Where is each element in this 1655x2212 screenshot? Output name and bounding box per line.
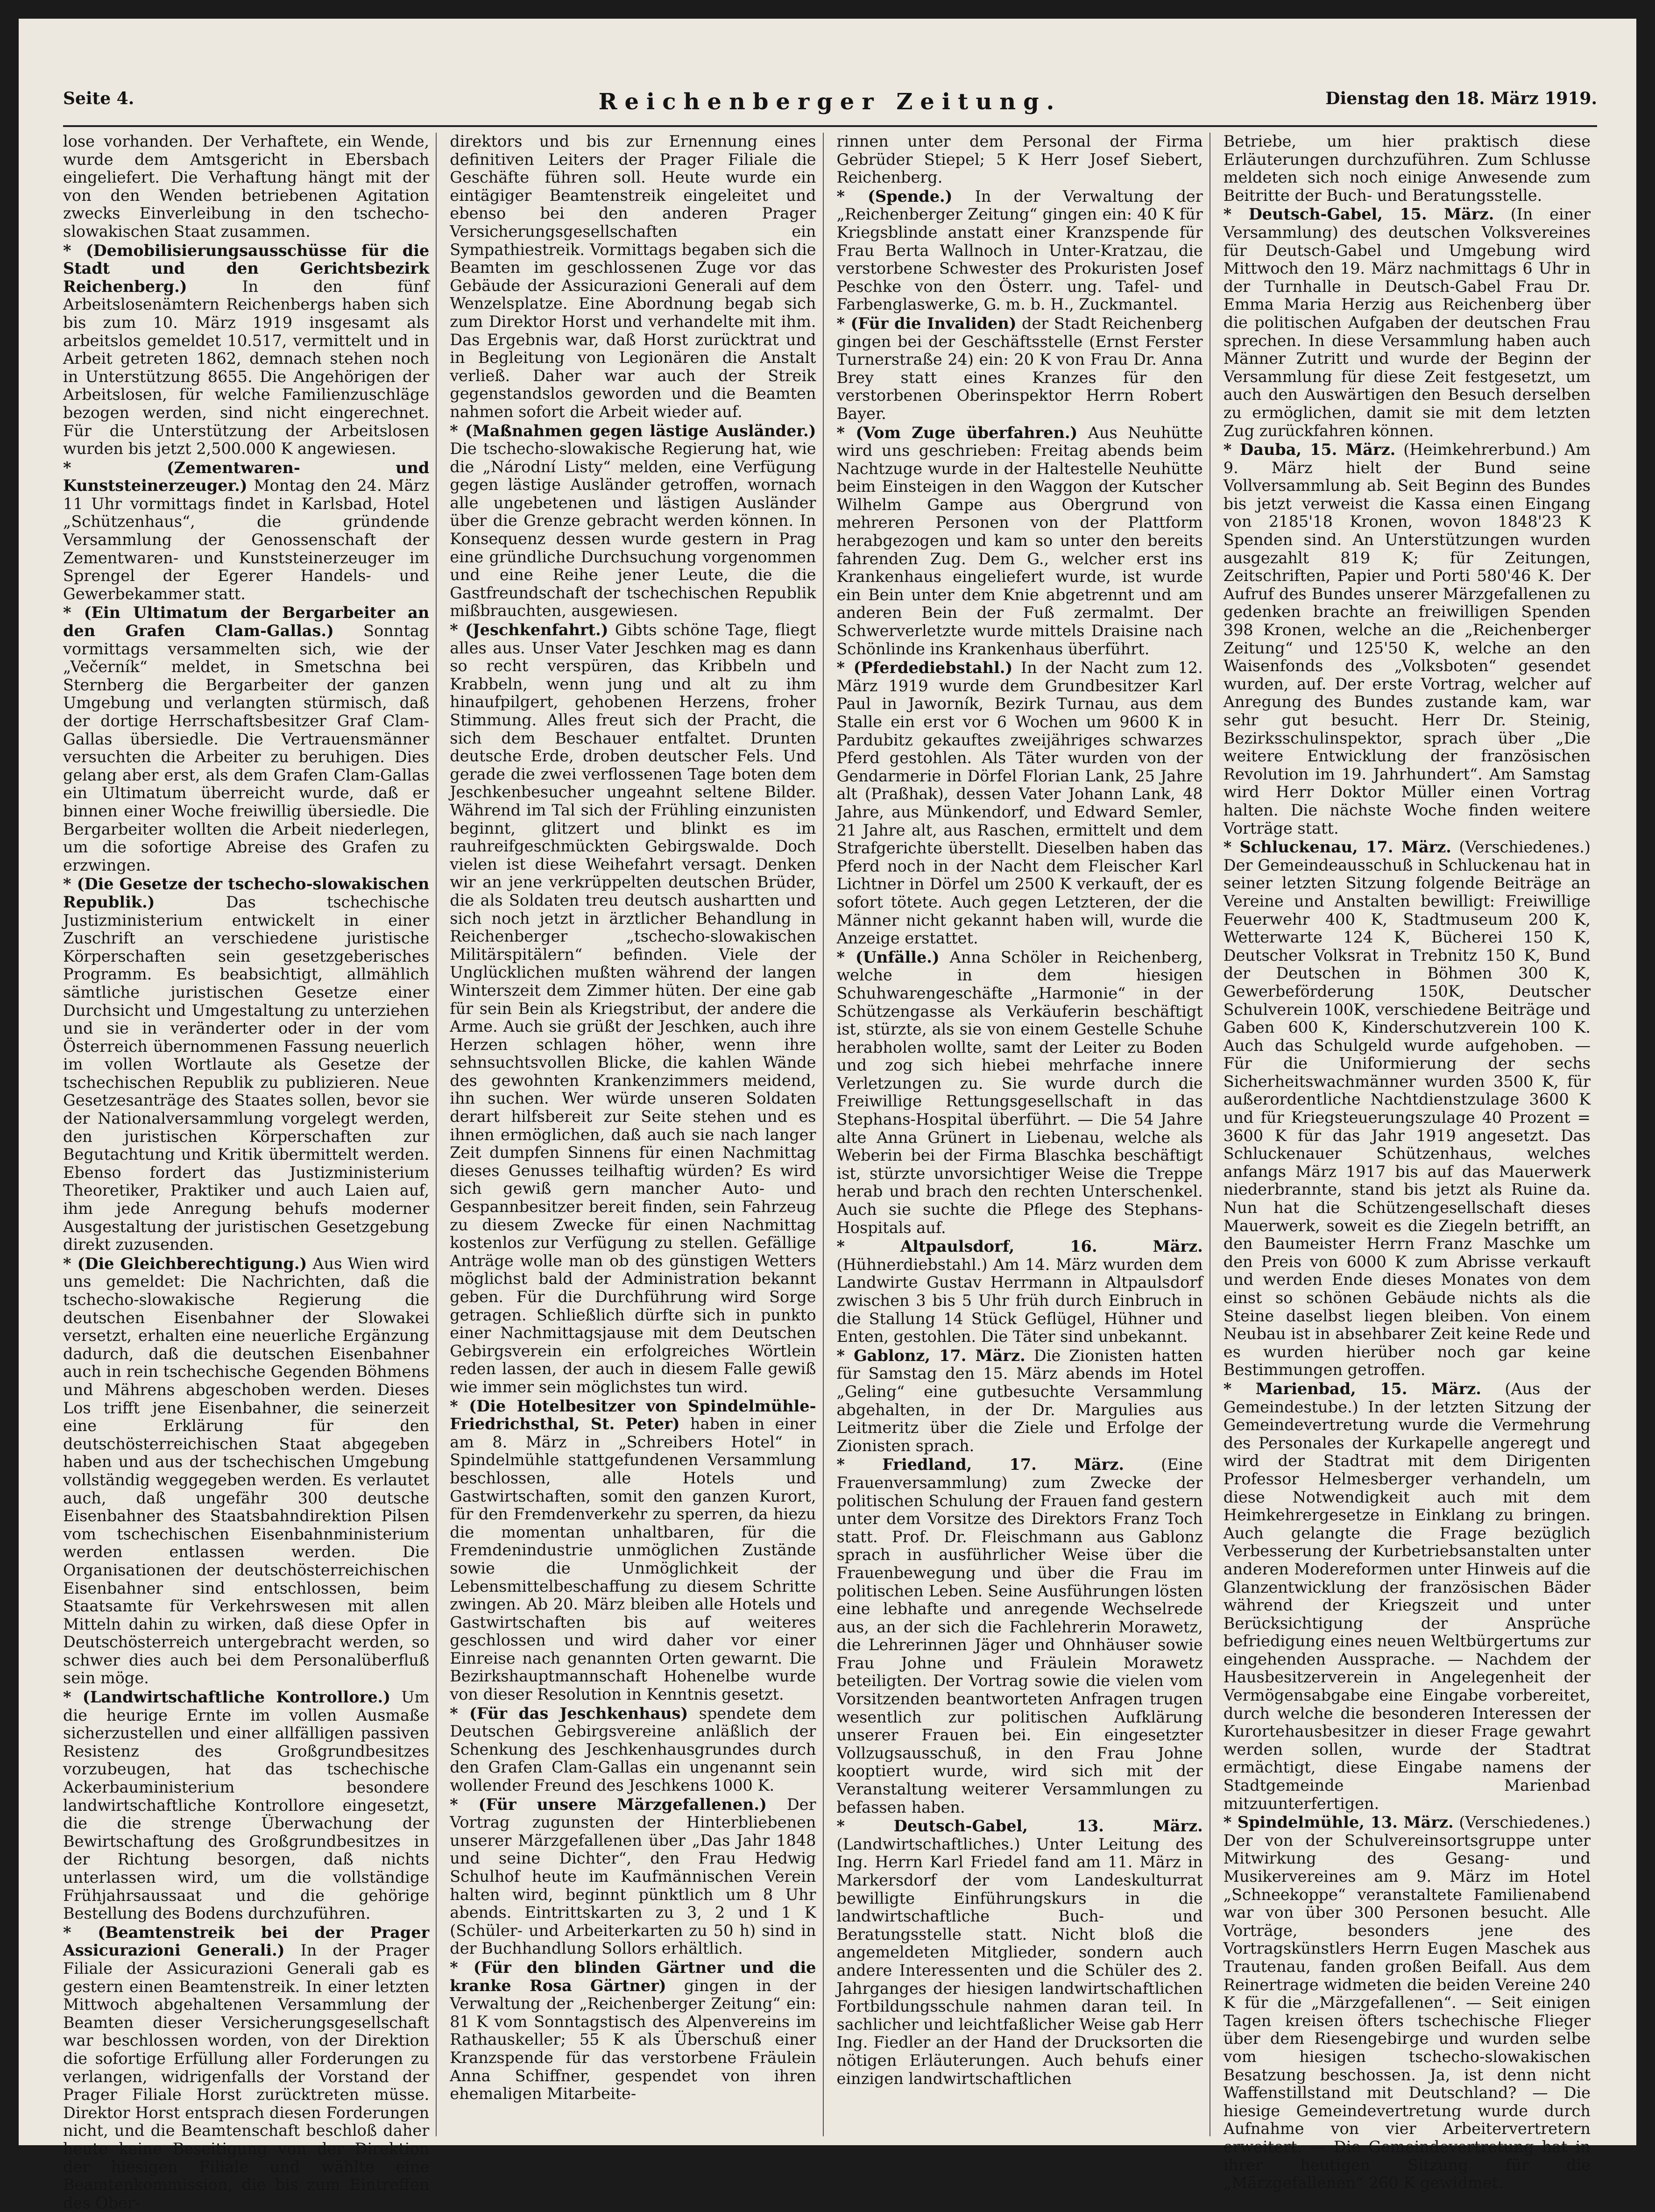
article	[63, 459, 429, 603]
article	[63, 1924, 429, 2212]
article-text: (In einer Versammlung) des deutschen Volksvereines für Deutsch-Gabel und Umgebung wird Mittwoch den 19. März nachmittags 6 Uhr in der Turnhalle in Deutsch-Gabel Frau Dr. Emma Maria Herzig aus Reichenberg über die politischen Aufgaben der deutschen Frau sprechen. In diese Versammlung haben auch Männer Zutritt und wurde der Beginn der Versammlung für diese Zeit festgesetzt, um auch den Auswärtigen den Besuch derselben zu ermöglichen, damit sie mit dem letzten Zug zurückfahren können.	[1223, 205, 1591, 440]
article	[837, 1456, 1203, 1816]
article	[1224, 1380, 1591, 1813]
article-text: Um die heurige Ernte im vollen Ausmaße sicherzustellen und einer allfälligen passiven Resistenz des Großgrundbesitzes vorzubeugen, hat das tschechische Ackerbauministerium besondere landwirtschaftliche Kontrollore eingesetzt, die die strenge Überwachung der Bewirtschaftung des Großgrundbesitzes in der Richtung besorgen, daß nichts unterlassen wird, um die vollständige Frühjahrsaussaat und die gehörige Bestellung des Bodens durchzuführen.	[63, 1688, 430, 1923]
article	[450, 621, 816, 1397]
article-text: (Verschiedenes.) Der von der Schulvereinsortsgruppe unter Mitwirkung des Gesang- und Musikervereines am 9. März im Hotel „Schneekoppe“ veranstaltete Familienabend war von über 300 Personen besucht. Alle Vorträge, besonders jene des Vortragskünstlers Herrn Eugen Maschek aus Trautenau, fanden großen Beifall. Aus dem Reinertrage widmeten die beiden Vereine 240 K für die „Märzgefallenen“. — Seit einigen Tagen kreisen öfters tschechische Flieger über dem Riesengebirge und wurden selbe vom hiesigen tschecho-slowakischen Besatzung beschossen. Ja, ist denn nicht Waffenstillstand mit Deutschland? — Die hiesige Gemeindevertretung wurde durch Aufnahme von vier Arbeitervertretern erweitert. — Die Gemeindevertretung hat in ihrer heutigen Sitzung für die „Märzgefallenen“ 260 K gewidmet.	[1223, 1813, 1591, 2192]
article	[450, 422, 816, 621]
article-text: Das tschechische Justizministerium entwickelt in einer Zuschrift an verschiedene juristische Körperschaften sein gesetzgeberisches Programm. Es beabsichtigt, allmählich sämtliche juristischen Gesetze einer Durchsicht und Umgestaltung zu unterziehen und sie in veränderter oder in der vom Österreich übernommenen Fassung neuerlich im vollen Wortlaute als Gesetze der tschechischen Republik zu publizieren. Neue Gesetzesanträge des Staates sollen, bevor sie der Nationalversammlung vorgelegt werden, den juristischen Körperschaften zur Begutachtung und Kritik übermittelt werden. Ebenso fordert das Justizministerium Theoretiker, Praktiker und auch Laien auf, ihm jede Anregung behufs moderner Ausgestaltung der juristischen Gesetzgebung direkt zuzusenden.	[63, 893, 430, 1254]
article-text: (Heimkehrerbund.) Am 9. März hielt der Bund seine Vollversammlung ab. Seit Beginn des Bundes bis jetzt verweist die Kassa einen Eingang von 2185'18 Kronen, wovon 1848'23 K Spenden sind. An Unterstützungen wurden ausgezahlt 819 K; für Zeitungen, Zeitschriften, Papier und Porti 580'46 K. Der Aufruf des Bundes unserer Märzgefallenen zu gedenken brachte an freiwilligen Spenden 398 Kronen, welche an die „Reichenberger Zeitung“ und 125'50 K, welche an den Waisenfonds des „Volksboten“ gesendet wurden, auf. Der erste Vortrag, welcher auf Anregung des Bundes zustande kam, war sehr gut besucht. Herr Dr. Steinig, Bezirksschulinspektor, sprach über „Die weitere Entwicklung der französischen Revolution im 19. Jahrhundert“. Am Samstag wird Herr Doktor Müller einen Vortrag halten. Die nächste Woche finden weitere Vorträge statt.	[1223, 440, 1591, 837]
article-text: direktors und bis zur Ernennung eines definitiven Leiters der Prager Filiale die Geschäfte führen soll. Heute wurde ein eintägiger Beamtenstreik eingeleitet und ebenso bei den anderen Prager Versicherungsgesellschaften ein Sympathiestreik. Vormittags begaben sich die Beamten im geschlossenen Zuge vor das Gebäude der Assicurazioni Generali auf dem Wenzelsplatze. Eine Abordnung begab sich zum Direktor Horst und verhandelte mit ihm. Das Ergebnis war, daß Horst zurücktrat und in Begleitung von Legionären die Anstalt verließ. Daher war auch der Streik gegenstandslos geworden und die Beamten nahmen sofort die Arbeit wieder auf.	[450, 132, 816, 421]
article-heading: * (Demobilisierungsausschüsse für die Stadt und den Gerichtsbezirk Reichenberg.)	[63, 241, 430, 296]
article	[1224, 838, 1591, 1379]
article-heading: * (Zementwaren- und Kunststeinerzeuger.)	[63, 458, 430, 495]
article-heading: * (Für den blinden Gärtner und die kranke Rosa Gärtner)	[450, 1958, 816, 1995]
article-text: spendete dem Deutschen Gebirgsvereine anläßlich der Schenkung des Jeschkenhausgrundes durch den Grafen Clam-Gallas ein ungenannt sein wollender Freund des Jeschkens 1000 K.	[450, 1704, 816, 1795]
article	[1224, 206, 1591, 440]
article-text: (Landwirtschaftliches.) Unter Leitung des Ing. Herrn Karl Friedel fand am 11. März in Markersdorf der vom Landeskulturrat bewilligte Einführungskurs in die landwirtschaftliche Buch- und Beratungsstelle statt. Nicht bloß die angemeldeten Mitglieder, sondern auch andere Interessenten und die Schüler des 2. Jahrganges der hiesigen landwirtschaftlichen Fortbildungsschule nahmen daran teil. In sachlicher und leichtfaßlicher Weise gab Herr Ing. Fiedler an der Hand der Drucksorten die nötigen Erläuterungen. Auch behufs einer einzigen landwirtschaftlichen	[836, 1835, 1203, 2088]
article	[1224, 1814, 1591, 2192]
article	[63, 1688, 429, 1923]
article-heading: * (Spende.)	[836, 187, 953, 206]
article	[837, 1238, 1203, 1346]
article-text: In den fünf Arbeitslosenämtern Reichenbergs haben sich bis zum 10. März 1919 insgesamt als arbeitslos gemeldet 10.517, vermittelt und in Arbeit getreten 1862, demnach stehen noch in Unterstützung 8655. Die Angehörigen der Arbeitslosen, für welche Familienzuschläge bezogen werden, sind nicht eingerechnet. Für die Unterstützung der Arbeitslosen wurden bis jetzt 2,500.000 K angewiesen.	[63, 277, 430, 458]
article	[63, 604, 429, 874]
article-text: In der Prager Filiale der Assicurazioni Generali gab es gestern einen Beamtenstreik. In einer letzten Mittwoch abgehaltenen Versammlung der Beamten dieser Versicherungsgesellschaft war beschlossen worden, von der Direktion die sofortige Erfüllung aller Forderungen zu verlangen, widrigenfalls der Vorstand der Prager Filiale Horst zurücktreten müsse. Direktor Horst entsprach diesen Forderungen nicht, und die Beamtenschaft beschloß daher heute keine Beseitigung von der Direktion der hiesigen Filiale und wählte eine Beamtenkommission, die bis zum Eintreffen des Ober-	[63, 1941, 430, 2212]
article-heading: * Deutsch-Gabel, 13. März.	[836, 1817, 1203, 1836]
article-text: der Stadt Reichenberg gingen bei der Geschäftsstelle (Ernst Ferster Turnerstraße 24) ein: 20 K von Frau Dr. Anna Brey statt eines Kranzes für den verstorbenen Oberinspektor Herrn Robert Bayer.	[836, 314, 1203, 423]
article	[1224, 441, 1591, 837]
article-heading: * (Vom Zuge überfahren.)	[836, 423, 1078, 442]
article	[63, 1255, 429, 1687]
article-heading: * Gablonz, 17. März.	[836, 1346, 1026, 1365]
article-text: Betriebe, um hier praktisch diese Erläuterungen durchzuführen. Zum Schlusse meldeten sich noch einige Anwesende zum Beitritte der Buch- und Beratungsstelle.	[1223, 132, 1591, 205]
article	[63, 133, 429, 241]
article	[450, 1959, 816, 2103]
article	[450, 133, 816, 421]
column-3	[837, 133, 1210, 2136]
article-text: Aus Wien wird uns gemeldet: Die Nachrichten, daß die tschecho-slowakische Regierung die deutschen Eisenbahner der Slowakei versetzt, erhalten eine neuerliche Ergänzung dadurch, daß die deutschen Eisenbahner auch in rein tschechische Gegenden Böhmens und Mährens abgeschoben werden. Dieses Los trifft jene Eisenbahner, die seinerzeit eine Erklärung für den deutschösterreichischen Staat abgegeben haben und aus der tschechischen Umgebung vollständig weggegeben werden. Es verlautet auch, daß ungefähr 300 deutsche Eisenbahner des Staatsbahndirektion Pilsen vom tschechischen Eisenbahnministerium werden entlassen werden. Die Organisationen der deutschösterreichischen Eisenbahner sind entschlossen, beim Staatsamte für Verkehrswesen mit allen Mitteln dahin zu wirken, daß diese Opfer in Deutschösterreich untergebracht werden, so schwer dies auch bei dem Personalüberfluß sein möge.	[63, 1254, 430, 1687]
masthead-rule	[63, 125, 1597, 127]
article-heading: * Dauba, 15. März.	[1223, 440, 1396, 459]
article-heading: * (Unfälle.)	[836, 948, 940, 966]
article-heading: * (Für das Jeschkenhaus)	[450, 1704, 688, 1723]
article-text: Aus Neuhütte wird uns geschrieben: Freitag abends beim Nachtzuge wurde in der Haltestelle Neuhütte beim Einsteigen in den Waggon der Kutscher Wilhelm Gampe aus Obergrund von mehreren Personen von der Plattform herabgezogen und kam so unter den bereits fahrenden Zug. Dem G., welcher erst ins Krankenhaus eingeliefert wurde, ist wurde ein Bein unter dem Knie abgetrennt und am anderen Bein der Fuß zermalmt. Der Schwerverletzte wurde mittels Draisine nach Schönlinde ins Krankenhaus überführt.	[836, 423, 1203, 658]
column-1	[63, 132, 437, 2212]
article	[1224, 133, 1591, 205]
article	[450, 1397, 816, 1704]
article-heading: * (Ein Ultimatum der Bergarbeiter an den Grafen Clam-Gallas.)	[63, 603, 430, 640]
article-heading: * (Beamtenstreik bei der Prager Assicurazioni Generali.)	[63, 1923, 430, 1960]
article	[837, 315, 1203, 423]
article	[63, 242, 429, 458]
article-heading: * (Die Gleichberechtigung.)	[63, 1254, 307, 1273]
article-text: Die tschecho-slowakische Regierung hat, wie die „Národní Listy“ melden, eine Verfügung gegen lästige Ausländer getroffen, wornach alle ungebetenen und lästigen Ausländer über die Grenze gebracht werden können. In Konsequenz dessen wurde gestern in Prag eine gründliche Durchsuchung vorgenommen und eine Reihe jener Leute, die die Gastfreundschaft der tschechischen Republik mißbrauchten, ausgewiesen.	[450, 440, 816, 620]
article-heading: * Altpaulsdorf, 16. März.	[836, 1237, 1203, 1256]
article-heading: * (Pferdediebstahl.)	[836, 659, 1013, 677]
article-text: haben in einer am 8. März in „Schreibers Hotel“ in Spindelmühle stattgefundenen Versammlung beschlossen, alle Hotels und Gastwirtschaften, somit den ganzen Kurort, für den Fremdenverkehr zu sperren, da hiezu die momentan unhaltbaren, für die Fremdenindustrie unmöglichen Zustände sowie die Unmöglichkeit der Lebensmittelbeschaffung zu diesem Schritte zwingen. Ab 20. März bleiben alle Hotels und Gastwirtschaften bis auf weiteres geschlossen und wird daher vor einer Einreise nach genannten Orten gewarnt. Die Bezirkshauptmannschaft Hohenelbe wurde von dieser Resolution in Kenntnis gesetzt.	[450, 1415, 816, 1704]
article-heading: * Spindelmühle, 13. März.	[1223, 1813, 1454, 1832]
article-heading: * (Die Gesetze der tschecho-slowakischen Republik.)	[63, 875, 430, 911]
article-heading: * (Maßnahmen gegen lästige Ausländer.)	[450, 421, 816, 440]
article	[837, 659, 1203, 948]
article-text: Sonntag vormittags versammelten sich, wie der „Večerník“ meldet, in Smetschna bei Sternberg die Bergarbeiter der ganzen Umgebung und verlangten stürmisch, daß der dortige Herrschaftsbesitzer Graf Clam-Gallas übersiedle. Die Vertrauensmänner versuchten die Arbeiter zu beruhigen. Dies gelang aber erst, als dem Grafen Clam-Gallas ein Ultimatum überreicht wurde, daß er binnen einer Woche freiwillig übersiedle. Die Bergarbeiter wollten die Arbeit niederlegen, um die sofortige Abreise des Grafen zu erzwingen.	[63, 622, 430, 874]
article	[837, 424, 1203, 659]
page-number: Seite 4.	[63, 89, 134, 108]
article	[450, 1705, 816, 1795]
article	[837, 133, 1203, 187]
article-text: Montag den 24. März 11 Uhr vormittags findet in Karlsbad, Hotel „Schützenhaus“, die gründende Versammlung der Genossenschaft der Zementwaren- und Kunststeinerzeuger im Sprengel der Egerer Handels- und Gewerbekammer statt.	[63, 476, 430, 603]
article-heading: * Schluckenau, 17. März.	[1223, 838, 1451, 857]
article	[450, 1796, 816, 1958]
article-heading: * Friedland, 17. März.	[836, 1455, 1124, 1474]
article-text: Anna Schöler in Reichenberg, welche in dem hiesigen Schuhwarengeschäfte „Harmonie“ in der Schützengasse als Verkäuferin beschäftigt ist, stürzte, als sie von einem Gestelle Schuhe herabholen wollte, samt der Leiter zu Boden und zog sich hiebei mehrfache innere Verletzungen zu. Sie wurde durch die Freiwillige Rettungsgesellschaft in das Stephans-Hospital überführt. — Die 54 Jahre alte Anna Grünert in Liebenau, welche als Weberin bei der Firma Blaschka beschäftigt ist, stürzte unvorsichtiger Weise die Treppe herab und brach den rechten Unterschenkel. Auch sie suchte die Pflege des Stephans-Hospitals auf.	[836, 948, 1203, 1237]
article-text: In der Verwaltung der „Reichenberger Zeitung“ gingen ein: 40 K für Kriegsblinde anstatt einer Kranzspende für Frau Berta Wallnoch in Unter-Kratzau, die verstorbene Schwester des Prokuristen Josef Peschke von den Österr. ung. Tafel- und Farbenglaswerke, G. m. b. H., Zuckmantel.	[836, 187, 1203, 314]
article	[837, 949, 1203, 1237]
article-heading: * Marienbad, 15. März.	[1223, 1379, 1481, 1398]
masthead	[63, 89, 1597, 117]
article-text: Der Vortrag zugunsten der Hinterbliebenen unserer Märzgefallenen über „Das Jahr 1848 und seine Dichter“, den Frau Hedwig Schulhof heute im Kaufmännischen Verein halten wird, beginnt pünktlich um 8 Uhr abends. Eintrittskarten zu 3, 2 und 1 K (Schüler- und Arbeiterkarten zu 50 h) sind in der Buchhandlung Sollors erhältlich.	[450, 1795, 816, 1958]
article-text: Gibts schöne Tage, fliegt alles aus. Unser Vater Jeschken mag es dann so recht verspüren, das Kribbeln und Krabbeln, wenn jung und alt zu ihm hinaufpilgert, gehobenen Herzens, froher Stimmung. Alles freut sich der Pracht, die sich dem Beschauer entfaltet. Drunten deutsche Erde, droben deutscher Fels. Und gerade die zwei verflossenen Tage boten dem Jeschkenbesucher ungeahnt seltene Bilder. Während im Tal sich der Frühling einzunisten beginnt, glitzert und blinkt es im rauhreifgeschmückten Gebirgswalde. Doch vielen ist diese Weihefahrt versagt. Denken wir an jene verkrüppelten deutschen Brüder, die als Soldaten treu deutsch aushartten und sich noch jetzt in ärztlicher Behandlung in Reichenberger „tschecho-slowakischen Militärspitälern“ befinden. Viele der Unglücklichen mußten während der langen Winterszeit dem Zimmer hüten. Der eine gab für sein Bein als Kriegstribut, der andere die Arme. Auch sie grüßt der Jeschken, auch ihre Herzen schlagen höher, wenn ihre sehnsuchtsvollen Blicke, die kahlen Wände des gewohnten Krankenzimmers meidend, ihn suchen. Wer würde unseren Soldaten derart hilfsbereit zur Seite stehen und es ihnen ermöglichen, daß auch sie nach langer Zeit dumpfen Sinnens für einen Nachmittag dieses Genusses teilhaftig würden? Es wird sich gewiß gern mancher Auto- und Gespannbesitzer bereit finden, sein Fahrzeug zu diesem Zwecke für einen Nachmittag kostenlos zur Verfügung zu stellen. Gefällige Anträge wolle man ob des günstigen Wetters möglichst bald der Administration bekannt geben. Für die Durchführung wird Sorge getragen. Schließlich dürfte sich in punkto einer Nachmittagsjause mit dem Deutschen Gebirgsverein ein erfolgreiches Wörtlein reden lassen, der auch in diesem Falle gewiß wie immer sein möglichstes tun wird.	[450, 621, 816, 1396]
article-text: In der Nacht zum 12. März 1919 wurde dem Grundbesitzer Karl Paul in Jaworník, Bezirk Turnau, aus dem Stalle ein erst vor 6 Wochen um 9600 K in Pardubitz gekauftes zweijähriges schwarzes Pferd gestohlen. Als Täter wurden von der Gendarmerie in Dörfel Florian Lank, 25 Jahre alt (Praßhak), dessen Vater Johann Lank, 48 Jahre, aus Münkendorf, und Edward Semler, 21 Jahre alt, aus Raschen, ermittelt und dem Strafgerichte überstellt. Dieselben haben das Pferd noch in der Nacht dem Fleischer Karl Lichtner in Dörfel um 2500 K verkauft, der es sofort tötete. Auch gegen Letzteren, der die Männer nicht gekannt haben will, wurde die Anzeige erstattet.	[836, 659, 1203, 948]
article-text: rinnen unter dem Personal der Firma Gebrüder Stiepel; 5 K Herr Josef Siebert, Reichenberg.	[836, 132, 1203, 187]
article	[837, 188, 1203, 314]
article-text: (Aus der Gemeindestube.) In der letzten Sitzung der Gemeindevertretung wurde die Vermehrung des Personales der Kurkapelle angeregt und wird der Stadtrat mit dem Dirigenten Professor Helmesberger verhandeln, um diese Notwendigkeit auch mit dem Heimkehrergesetze in Einklang zu bringen. Auch gelangte die Frage bezüglich Verbesserung der Kurbetriebsanstalten unter anderen Modereformen unter Hinweis auf die Glanzentwicklung der französischen Bäder während der Kriegszeit und unter Berücksichtigung der Ansprüche befriedigung eines neuen Weltbürgertums zur eingehenden Aussprache. — Nachdem der Hausbesitzerverein in Angelegenheit der Vermögensabgabe eine Eingabe vorbereitet, durch welche die besonderen Interessen der Kurortehausbesitzer in dieser Frage gewahrt werden sollen, wurde der Stadtrat ermächtigt, diese Eingabe namens der Stadtgemeinde Marienbad mitzuunterfertigen.	[1223, 1379, 1591, 1813]
article-heading: * Deutsch-Gabel, 15. März.	[1223, 205, 1494, 224]
article-text: Die Zionisten hatten für Samstag den 15. März abends im Hotel „Geling“ eine gutbesuchte Versammlung abgehalten, in der Dr. Margulies aus Leitmeritz über die Ziele und Erfolge der Zionisten sprach.	[836, 1346, 1203, 1455]
column-4	[1223, 132, 1597, 2192]
article-heading: * (Für unsere Märzgefallenen.)	[450, 1795, 767, 1814]
issue-date: Dienstag den 18. März 1919.	[1325, 89, 1597, 108]
article-text: (Eine Frauenversammlung) zum Zwecke der politischen Schulung der Frauen fand gestern unter dem Vorsitze des Direktors Franz Toch statt. Prof. Dr. Fleischmann aus Gablonz sprach in ausführlicher Weise über die Frauenbewegung und über die Frau im politischen Leben. Seine Ausführungen lösten eine lebhafte und anregende Wechselrede aus, an der sich die Fachlehrerin Morawetz, die Lehrerinnen Jäger und Ohnhäuser sowie Frau Johne und Fräulein Morawetz beteiligten. Der Vortrag sowie die vielen vom Vorsitzenden beantworteten Anfragen trugen wesentlich zur politischen Aufklärung unserer Frauen bei. Ein eingesetzter Vollzugsausschuß, in den Frau Johne kooptiert wurde, wird sich mit der Veranstaltung weiterer Versammlungen zu befassen haben.	[836, 1455, 1203, 1816]
article-heading: * (Landwirtschaftliche Kontrollore.)	[63, 1688, 391, 1707]
column-2	[450, 133, 823, 2136]
article-heading: * (Die Hotelbesitzer von Spindelmühle-Friedrichsthal, St. Peter)	[450, 1397, 816, 1433]
article-text: (Hühnerdiebstahl.) Am 14. März wurden dem Landwirte Gustav Herrmann in Altpaulsdorf zwischen 3 bis 5 Uhr früh durch Einbruch in die Stallung 14 Stück Geflügel, Hühner und Enten, gestohlen. Die Täter sind unbekannt.	[836, 1255, 1203, 1346]
newspaper-title: Reichenberger Zeitung.	[598, 89, 1062, 115]
article	[837, 1347, 1203, 1455]
newspaper-page	[19, 19, 1636, 2212]
article-text: (Verschiedenes.) Der Gemeindeausschuß in Schluckenau hat in seiner letzten Sitzung folgende Beiträge an Vereine und Anstalten bewilligt: Freiwillige Feuerwehr 400 K, Stadtmuseum 200 K, Wetterwarte 124 K, Bücherei 150 K, Deutscher Volksrat in Trebnitz 150 K, Bund der Deutschen in Böhmen 300 K, Gewerbeförderung 150K, Deutscher Schulverein 100K, verschiedene Beiträge und Gaben 600 K, Kinderschutzverein 100 K. Auch das Schulgeld wurde aufgehoben. — Für die Uniformierung der sechs Sicherheitswachmänner wurden 3500 K, für außerordentliche Nachtdienstzulage 3600 K und für Kriegsteuerungszulage 40 Prozent = 3600 K für das Jahr 1919 angesetzt. Das Schluckenauer Schützenhaus, welches anfangs März 1917 bis auf das Mauerwerk niederbrannte, stand bis jetzt als Ruine da. Nun hat die Schützengesellschaft dieses Mauerwerk, soweit es die Ziegeln betrifft, an den Baumeister Herrn Franz Maschke um den Preis von 6000 K zum Abrisse verkauft und werden Ende dieses Monates von dem einst so schönen Gebäude nichts als die Steine daselbst liegen bleiben. Von einem Neubau ist in absehbarer Zeit keine Rede und es wurden hierüber noch gar keine Bestimmungen getroffen.	[1223, 838, 1591, 1379]
article-heading: * (Für die Invaliden)	[836, 314, 1017, 333]
article	[63, 875, 429, 1254]
article	[837, 1817, 1203, 2088]
article-heading: * (Jeschkenfahrt.)	[450, 621, 608, 639]
article-text: gingen in der Verwaltung der „Reichenberger Zeitung“ ein: 81 K vom Sonntagstisch des Alpenvereins im Rathauskeller; 55 K als Überschuß einer Kranzspende für das verstorbene Fräulein Anna Schiffner, gespendet von ihren ehemaligen Mitarbeite-	[450, 1976, 816, 2103]
article-text: lose vorhanden. Der Verhaftete, ein Wende, wurde dem Amtsgericht in Ebersbach eingeliefert. Die Verhaftung hängt mit der von den Wenden betriebenen Agitation zwecks Einverleibung in den tschecho-slowakischen Staat zusammen.	[63, 132, 430, 241]
columns	[63, 132, 1597, 2212]
